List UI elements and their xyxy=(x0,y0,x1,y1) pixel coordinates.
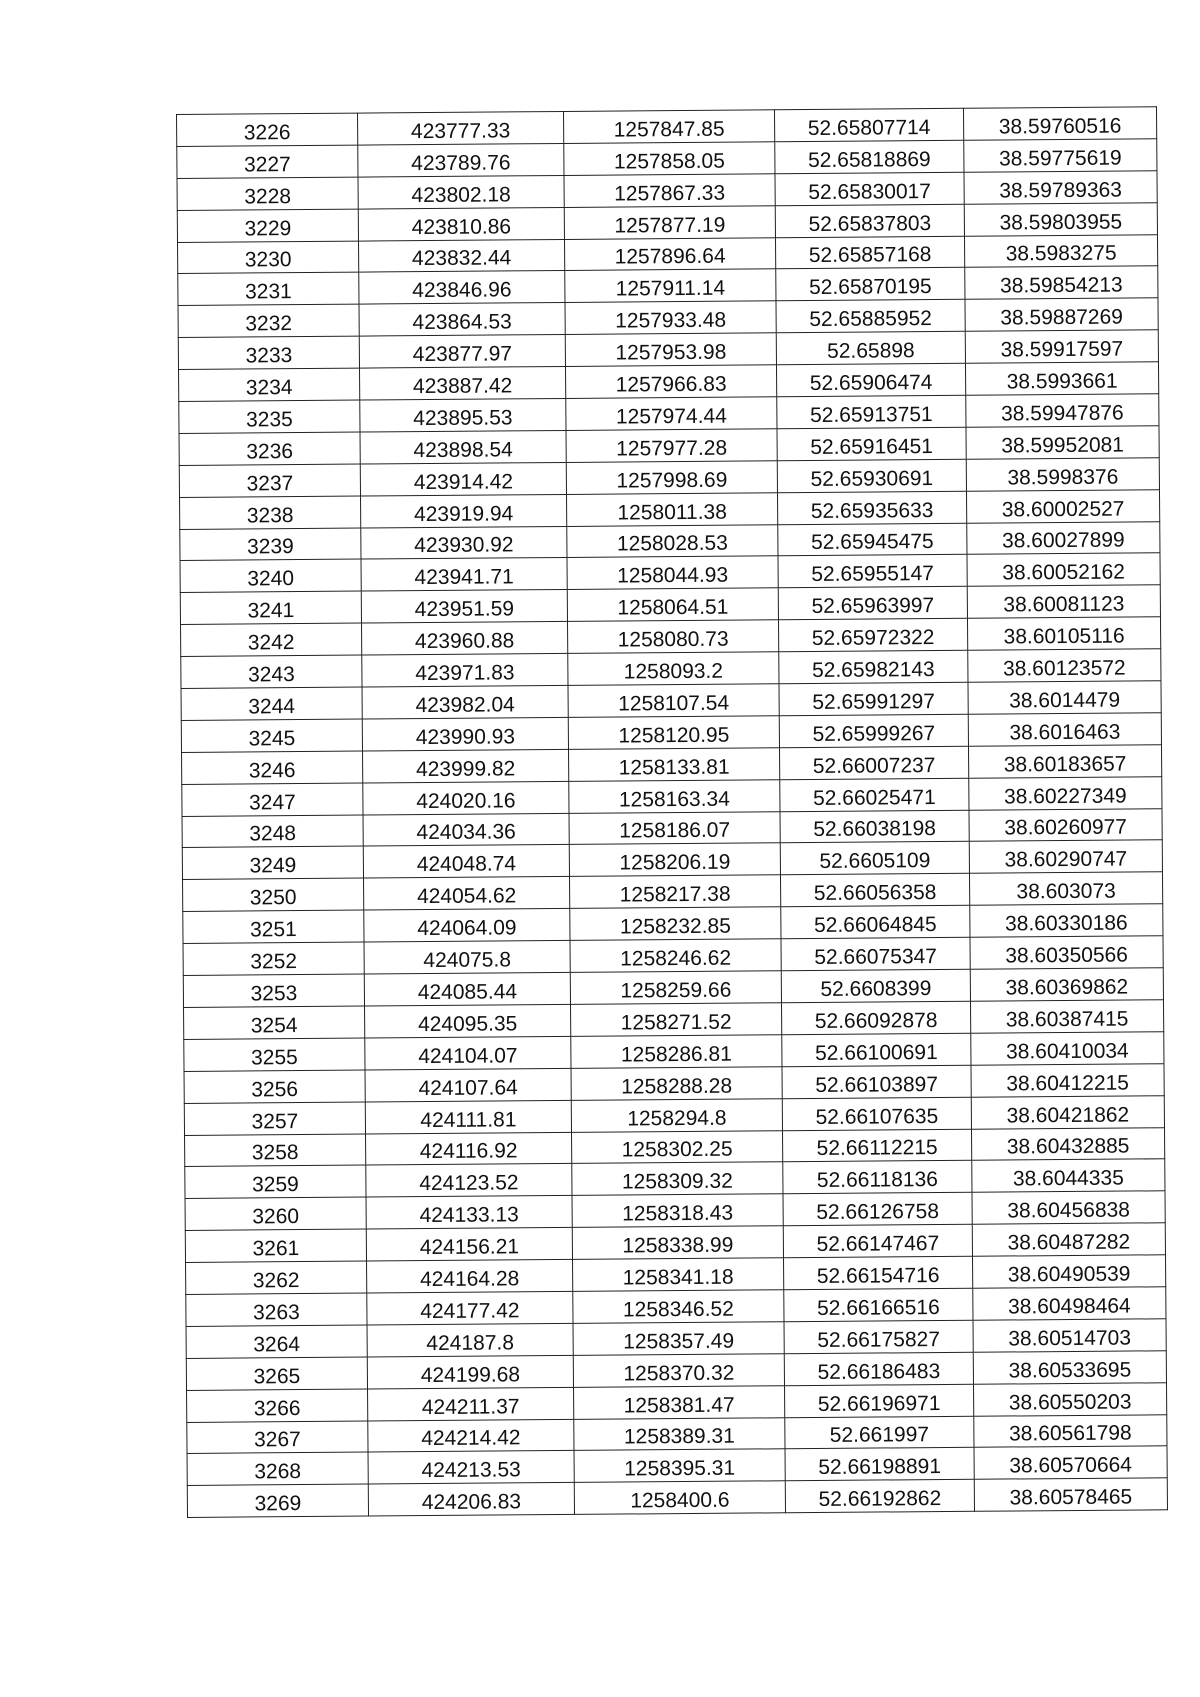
point-number-cell: 3241 xyxy=(180,591,361,624)
x-coordinate-cell: 423789.76 xyxy=(358,143,564,177)
point-number-cell: 3267 xyxy=(187,1421,368,1454)
latitude-cell: 52.66100691 xyxy=(782,1033,971,1066)
longitude-cell: 38.60412215 xyxy=(971,1063,1164,1096)
y-coordinate-cell: 1258309.32 xyxy=(572,1162,783,1196)
longitude-cell: 38.60387415 xyxy=(970,1000,1163,1033)
x-coordinate-cell: 424104.07 xyxy=(365,1036,571,1070)
longitude-cell: 38.60410034 xyxy=(971,1032,1164,1065)
longitude-cell: 38.60487282 xyxy=(972,1223,1165,1256)
point-number-cell: 3249 xyxy=(182,847,363,880)
longitude-cell: 38.6014479 xyxy=(968,681,1161,714)
longitude-cell: 38.60561798 xyxy=(974,1414,1167,1447)
y-coordinate-cell: 1257966.83 xyxy=(565,365,776,399)
y-coordinate-cell: 1258206.19 xyxy=(569,843,780,877)
latitude-cell: 52.66007237 xyxy=(779,746,968,779)
y-coordinate-cell: 1258400.6 xyxy=(574,1481,785,1515)
coordinate-table xyxy=(176,106,1168,1518)
x-coordinate-cell: 424107.64 xyxy=(365,1068,571,1102)
latitude-cell: 52.65916451 xyxy=(777,427,966,460)
x-coordinate-cell: 423960.88 xyxy=(362,622,568,656)
longitude-cell: 38.5993661 xyxy=(965,362,1158,395)
point-number-cell: 3237 xyxy=(179,464,360,497)
latitude-cell: 52.66186483 xyxy=(784,1352,973,1385)
longitude-cell: 38.60369862 xyxy=(970,968,1163,1001)
point-number-cell: 3240 xyxy=(180,560,361,593)
point-number-cell: 3262 xyxy=(186,1261,367,1294)
point-number-cell: 3250 xyxy=(183,878,364,911)
y-coordinate-cell: 1257847.85 xyxy=(563,110,774,144)
latitude-cell: 52.66192862 xyxy=(785,1480,974,1513)
latitude-cell: 52.66166516 xyxy=(784,1288,973,1321)
x-coordinate-cell: 424211.37 xyxy=(368,1387,574,1421)
longitude-cell: 38.60350566 xyxy=(970,936,1163,969)
latitude-cell: 52.66112215 xyxy=(783,1129,972,1162)
latitude-cell: 52.65945475 xyxy=(778,523,967,556)
latitude-cell: 52.65807714 xyxy=(774,108,963,141)
latitude-cell: 52.66064845 xyxy=(781,906,970,939)
latitude-cell: 52.66198891 xyxy=(785,1448,974,1481)
longitude-cell: 38.6044335 xyxy=(972,1159,1165,1192)
latitude-cell: 52.66147467 xyxy=(783,1224,972,1257)
y-coordinate-cell: 1258163.34 xyxy=(569,779,780,813)
x-coordinate-cell: 424111.81 xyxy=(365,1100,571,1134)
latitude-cell: 52.66038198 xyxy=(780,810,969,843)
y-coordinate-cell: 1258028.53 xyxy=(567,524,778,558)
latitude-cell: 52.6605109 xyxy=(780,842,969,875)
latitude-cell: 52.65906474 xyxy=(776,363,965,396)
point-number-cell: 3253 xyxy=(183,974,364,1007)
point-number-cell: 3233 xyxy=(178,336,359,369)
x-coordinate-cell: 423887.42 xyxy=(360,367,566,401)
point-number-cell: 3268 xyxy=(187,1452,368,1485)
x-coordinate-cell: 424214.42 xyxy=(368,1419,574,1453)
x-coordinate-cell: 423951.59 xyxy=(361,590,567,624)
latitude-cell: 52.65837803 xyxy=(775,204,964,237)
y-coordinate-cell: 1258246.62 xyxy=(570,939,781,973)
latitude-cell: 52.65955147 xyxy=(778,555,967,588)
point-number-cell: 3236 xyxy=(179,432,360,465)
point-number-cell: 3248 xyxy=(182,815,363,848)
point-number-cell: 3266 xyxy=(187,1389,368,1422)
latitude-cell: 52.66025471 xyxy=(780,778,969,811)
point-number-cell: 3255 xyxy=(184,1038,365,1071)
x-coordinate-cell: 423895.53 xyxy=(360,398,566,432)
y-coordinate-cell: 1258044.93 xyxy=(567,556,778,590)
latitude-cell: 52.65870195 xyxy=(776,268,965,301)
x-coordinate-cell: 424054.62 xyxy=(364,877,570,911)
point-number-cell: 3246 xyxy=(182,751,363,784)
latitude-cell: 52.66154716 xyxy=(784,1256,973,1289)
point-number-cell: 3231 xyxy=(178,273,359,306)
point-number-cell: 3261 xyxy=(185,1229,366,1262)
point-number-cell: 3245 xyxy=(181,719,362,752)
longitude-cell: 38.59917597 xyxy=(965,330,1158,363)
y-coordinate-cell: 1257953.98 xyxy=(565,333,776,367)
point-number-cell: 3234 xyxy=(179,368,360,401)
point-number-cell: 3269 xyxy=(187,1484,368,1517)
x-coordinate-cell: 424133.13 xyxy=(366,1196,572,1230)
y-coordinate-cell: 1258064.51 xyxy=(567,588,778,622)
latitude-cell: 52.66175827 xyxy=(784,1320,973,1353)
longitude-cell: 38.5998376 xyxy=(966,458,1159,491)
longitude-cell: 38.60052162 xyxy=(967,553,1160,586)
longitude-cell: 38.59789363 xyxy=(964,171,1157,204)
y-coordinate-cell: 1257974.44 xyxy=(566,397,777,431)
latitude-cell: 52.65830017 xyxy=(775,172,964,205)
x-coordinate-cell: 423941.71 xyxy=(361,558,567,592)
y-coordinate-cell: 1258302.25 xyxy=(572,1130,783,1164)
latitude-cell: 52.6608399 xyxy=(781,969,970,1002)
x-coordinate-cell: 424123.52 xyxy=(366,1164,572,1198)
x-coordinate-cell: 423914.42 xyxy=(360,462,566,496)
y-coordinate-cell: 1258318.43 xyxy=(572,1194,783,1228)
point-number-cell: 3259 xyxy=(185,1165,366,1198)
y-coordinate-cell: 1257977.28 xyxy=(566,429,777,463)
longitude-cell: 38.59952081 xyxy=(966,426,1159,459)
y-coordinate-cell: 1258338.99 xyxy=(572,1226,783,1260)
point-number-cell: 3265 xyxy=(186,1357,367,1390)
y-coordinate-cell: 1258186.07 xyxy=(569,811,780,845)
x-coordinate-cell: 424177.42 xyxy=(367,1291,573,1325)
longitude-cell: 38.59803955 xyxy=(964,202,1157,235)
x-coordinate-cell: 423930.92 xyxy=(361,526,567,560)
longitude-cell: 38.60027899 xyxy=(967,521,1160,554)
point-number-cell: 3257 xyxy=(184,1102,365,1135)
longitude-cell: 38.60533695 xyxy=(973,1350,1166,1383)
latitude-cell: 52.65963997 xyxy=(778,587,967,620)
point-number-cell: 3230 xyxy=(178,241,359,274)
latitude-cell: 52.66075347 xyxy=(781,937,970,970)
longitude-cell: 38.59854213 xyxy=(965,266,1158,299)
longitude-cell: 38.60432885 xyxy=(971,1127,1164,1160)
point-number-cell: 3247 xyxy=(182,783,363,816)
longitude-cell: 38.60123572 xyxy=(968,649,1161,682)
point-number-cell: 3258 xyxy=(185,1134,366,1167)
x-coordinate-cell: 424095.35 xyxy=(365,1004,571,1038)
latitude-cell: 52.66092878 xyxy=(781,1001,970,1034)
x-coordinate-cell: 424075.8 xyxy=(364,941,570,975)
x-coordinate-cell: 423810.86 xyxy=(358,207,564,241)
coordinate-table-body xyxy=(177,107,1168,1518)
longitude-cell: 38.60570664 xyxy=(974,1446,1167,1479)
y-coordinate-cell: 1258395.31 xyxy=(574,1449,785,1483)
point-number-cell: 3263 xyxy=(186,1293,367,1326)
x-coordinate-cell: 423864.53 xyxy=(359,303,565,337)
longitude-cell: 38.59887269 xyxy=(965,298,1158,331)
latitude-cell: 52.65982143 xyxy=(779,650,968,683)
y-coordinate-cell: 1257867.33 xyxy=(564,174,775,208)
latitude-cell: 52.65972322 xyxy=(778,619,967,652)
y-coordinate-cell: 1258080.73 xyxy=(567,620,778,654)
latitude-cell: 52.65913751 xyxy=(777,395,966,428)
latitude-cell: 52.65818869 xyxy=(775,140,964,173)
point-number-cell: 3256 xyxy=(184,1070,365,1103)
x-coordinate-cell: 423777.33 xyxy=(357,111,563,145)
point-number-cell: 3251 xyxy=(183,910,364,943)
longitude-cell: 38.60498464 xyxy=(973,1287,1166,1320)
point-number-cell: 3232 xyxy=(178,304,359,337)
y-coordinate-cell: 1257877.19 xyxy=(564,205,775,239)
x-coordinate-cell: 423802.18 xyxy=(358,175,564,209)
y-coordinate-cell: 1258271.52 xyxy=(571,1003,782,1037)
longitude-cell: 38.60290747 xyxy=(969,840,1162,873)
x-coordinate-cell: 424156.21 xyxy=(366,1228,572,1262)
x-coordinate-cell: 424085.44 xyxy=(364,972,570,1006)
y-coordinate-cell: 1257933.48 xyxy=(565,301,776,335)
y-coordinate-cell: 1258346.52 xyxy=(573,1290,784,1324)
point-number-cell: 3254 xyxy=(184,1006,365,1039)
latitude-cell: 52.66196971 xyxy=(785,1384,974,1417)
y-coordinate-cell: 1258133.81 xyxy=(569,748,780,782)
y-coordinate-cell: 1258093.2 xyxy=(568,652,779,686)
y-coordinate-cell: 1258294.8 xyxy=(571,1098,782,1132)
latitude-cell: 52.65991297 xyxy=(779,682,968,715)
latitude-cell: 52.65999267 xyxy=(779,714,968,747)
point-number-cell: 3229 xyxy=(177,209,358,242)
y-coordinate-cell: 1257911.14 xyxy=(565,269,776,303)
table-row xyxy=(187,1478,1167,1518)
y-coordinate-cell: 1258232.85 xyxy=(570,907,781,941)
y-coordinate-cell: 1258107.54 xyxy=(568,684,779,718)
longitude-cell: 38.59760516 xyxy=(963,107,1156,140)
x-coordinate-cell: 423971.83 xyxy=(362,654,568,688)
longitude-cell: 38.60330186 xyxy=(970,904,1163,937)
x-coordinate-cell: 424048.74 xyxy=(363,845,569,879)
latitude-cell: 52.66118136 xyxy=(783,1161,972,1194)
longitude-cell: 38.60081123 xyxy=(967,585,1160,618)
point-number-cell: 3228 xyxy=(177,177,358,210)
latitude-cell: 52.66126758 xyxy=(783,1193,972,1226)
point-number-cell: 3226 xyxy=(177,113,358,146)
x-coordinate-cell: 424199.68 xyxy=(367,1355,573,1389)
y-coordinate-cell: 1258389.31 xyxy=(574,1417,785,1451)
point-number-cell: 3252 xyxy=(183,942,364,975)
x-coordinate-cell: 424213.53 xyxy=(368,1451,574,1485)
point-number-cell: 3244 xyxy=(181,687,362,720)
x-coordinate-cell: 424164.28 xyxy=(367,1259,573,1293)
longitude-cell: 38.60227349 xyxy=(969,776,1162,809)
point-number-cell: 3243 xyxy=(181,655,362,688)
x-coordinate-cell: 423898.54 xyxy=(360,430,566,464)
y-coordinate-cell: 1257858.05 xyxy=(564,142,775,176)
longitude-cell: 38.60002527 xyxy=(966,489,1159,522)
longitude-cell: 38.60514703 xyxy=(973,1319,1166,1352)
latitude-cell: 52.661997 xyxy=(785,1416,974,1449)
longitude-cell: 38.59775619 xyxy=(964,139,1157,172)
x-coordinate-cell: 424020.16 xyxy=(363,781,569,815)
point-number-cell: 3239 xyxy=(180,528,361,561)
longitude-cell: 38.603073 xyxy=(969,872,1162,905)
x-coordinate-cell: 423846.96 xyxy=(359,271,565,305)
latitude-cell: 52.66103897 xyxy=(782,1065,971,1098)
longitude-cell: 38.5983275 xyxy=(964,234,1157,267)
longitude-cell: 38.60456838 xyxy=(972,1191,1165,1224)
point-number-cell: 3238 xyxy=(180,496,361,529)
point-number-cell: 3235 xyxy=(179,400,360,433)
longitude-cell: 38.60490539 xyxy=(972,1255,1165,1288)
y-coordinate-cell: 1258259.66 xyxy=(570,971,781,1005)
latitude-cell: 52.66107635 xyxy=(782,1097,971,1130)
x-coordinate-cell: 423832.44 xyxy=(359,239,565,273)
longitude-cell: 38.59947876 xyxy=(966,394,1159,427)
y-coordinate-cell: 1258370.32 xyxy=(573,1353,784,1387)
longitude-cell: 38.60578465 xyxy=(974,1478,1167,1511)
x-coordinate-cell: 423919.94 xyxy=(361,494,567,528)
longitude-cell: 38.60550203 xyxy=(973,1382,1166,1415)
point-number-cell: 3242 xyxy=(181,623,362,656)
x-coordinate-cell: 423877.97 xyxy=(359,335,565,369)
y-coordinate-cell: 1258381.47 xyxy=(574,1385,785,1419)
x-coordinate-cell: 423999.82 xyxy=(363,749,569,783)
y-coordinate-cell: 1258357.49 xyxy=(573,1322,784,1356)
latitude-cell: 52.65935633 xyxy=(777,491,966,524)
latitude-cell: 52.65898 xyxy=(776,332,965,365)
y-coordinate-cell: 1257896.64 xyxy=(564,237,775,271)
point-number-cell: 3264 xyxy=(186,1325,367,1358)
y-coordinate-cell: 1258341.18 xyxy=(573,1258,784,1292)
x-coordinate-cell: 424206.83 xyxy=(368,1483,574,1517)
y-coordinate-cell: 1258217.38 xyxy=(570,875,781,909)
point-number-cell: 3227 xyxy=(177,145,358,178)
longitude-cell: 38.60183657 xyxy=(968,745,1161,778)
x-coordinate-cell: 424034.36 xyxy=(363,813,569,847)
y-coordinate-cell: 1258286.81 xyxy=(571,1035,782,1069)
longitude-cell: 38.60421862 xyxy=(971,1095,1164,1128)
point-number-cell: 3260 xyxy=(185,1197,366,1230)
latitude-cell: 52.65930691 xyxy=(777,459,966,492)
y-coordinate-cell: 1257998.69 xyxy=(566,461,777,495)
x-coordinate-cell: 424064.09 xyxy=(364,909,570,943)
latitude-cell: 52.65885952 xyxy=(776,300,965,333)
x-coordinate-cell: 423990.93 xyxy=(362,717,568,751)
latitude-cell: 52.66056358 xyxy=(780,874,969,907)
x-coordinate-cell: 423982.04 xyxy=(362,685,568,719)
longitude-cell: 38.6016463 xyxy=(968,713,1161,746)
longitude-cell: 38.60105116 xyxy=(967,617,1160,650)
longitude-cell: 38.60260977 xyxy=(969,808,1162,841)
latitude-cell: 52.65857168 xyxy=(775,236,964,269)
x-coordinate-cell: 424116.92 xyxy=(366,1132,572,1166)
y-coordinate-cell: 1258288.28 xyxy=(571,1066,782,1100)
y-coordinate-cell: 1258011.38 xyxy=(566,492,777,526)
y-coordinate-cell: 1258120.95 xyxy=(568,716,779,750)
x-coordinate-cell: 424187.8 xyxy=(367,1323,573,1357)
